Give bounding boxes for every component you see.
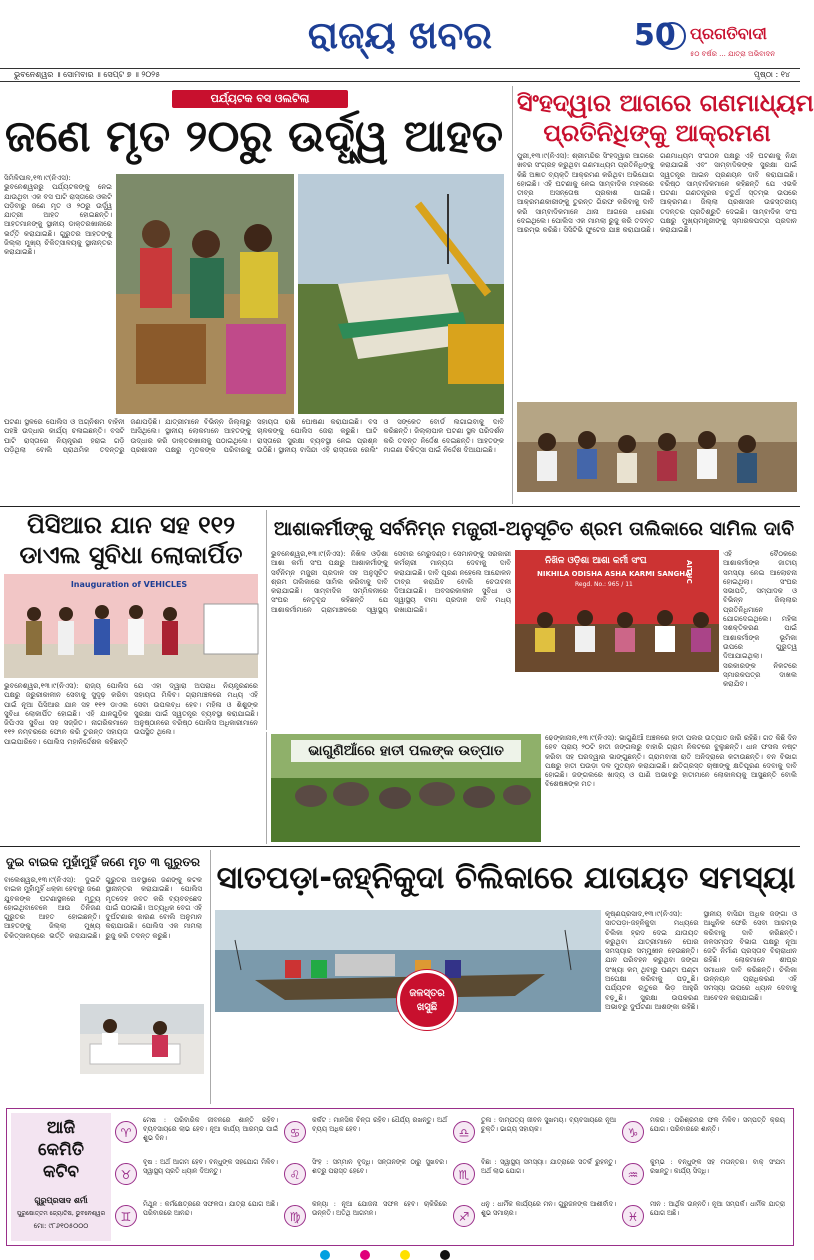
zodiac-sign-icon: ♎ [453, 1121, 475, 1143]
photo-hospital-ward [80, 1004, 204, 1074]
anniversary-number: 50 [634, 18, 676, 53]
banner-side-text: AITUC [685, 560, 693, 584]
photo-elephant-herd [271, 734, 541, 842]
story-body: କୃଷ୍ଣପ୍ରସାଦ,୧୩।୯(ନିଏସ): ସାତପଡ଼ା-ଜହ୍ନିକୁଦା ମଧ୍ୟରେ ଚିଲିକା ହ୍ରଦ ଦେଇ ଯାତାୟତ କରୁଥିବା ଯାତ୍ରୀମାନେ ଘୋର ସମସ୍ୟାର ସମ୍ମୁଖୀନ ହେଉଛନ୍ତି। ଯାନ ପରିବହନ କରୁଥିବା ଜଙ୍ଗା ସଂଖ୍ୟା କମ୍ ଥିବାରୁ ଘଣ୍ଟା ଘଣ୍ଟା ଅପେକ୍ଷା କରିବାକୁ ପଡ଼ୁଛି। ପର୍ଯ୍ୟଟନ ଋତୁରେ ଭିଡ଼ ଆହୁରି ବଢ଼ୁଛି। ସୁରକ୍ଷା ଉପକରଣ ଅଭାବରୁ ଦୁର୍ଘଟଣା ଆଶଙ୍କା ରହିଛି। ସ୍ଥାନୀୟ ବାସିନ୍ଦା ଅଧିକ ଜଙ୍ଗା ଓ ଆଧୁନିକ ଫେରି ସେବା ଆରମ୍ଭ କରିବାକୁ ଦାବି କରିଛନ୍ତି। ଜଳସମ୍ପଦ ବିଭାଗ ପକ୍ଷରୁ ନୂଆ ଜେଟି ନିର୍ମାଣ ପ୍ରସ୍ତାବ ବିଚାରାଧୀନ ରହିଛି। ଲୋକମାନେ ଶୀଘ୍ର ସମାଧାନ ଦାବି କରିଛନ୍ତି। ଚିଲିକା ଉନ୍ନୟନ ପ୍ରାଧିକରଣ ଏହି ସମସ୍ୟା ଉପରେ ଧ୍ୟାନ ଦେବାକୁ ଆବେଦନ କରାଯାଇଛି। [605, 910, 797, 1011]
photo-journalists-protest [517, 402, 797, 492]
horoscope-sign-text: ମିଥୁନ : କର୍ମକ୍ଷେତ୍ରରେ ସଫଳତା। ଯାତ୍ରା ଯୋଗ ଅଛି। ପରିବାରରେ ଆନନ୍ଦ। [143, 1200, 278, 1217]
photo-injured-passengers [116, 174, 294, 414]
astrologer-phone: ମୋ: ୯୮୬୧୦୫୦୦୦ [33, 1222, 89, 1230]
story-headline-line1: ପିସିଆର ଯାନ ସହ ୧୧୨ [26, 511, 236, 539]
horoscope-title-line3: କଟିବ [43, 1162, 79, 1182]
horoscope-sign [453, 1115, 618, 1155]
dateline-bar [0, 68, 800, 82]
horoscope-panel [6, 1108, 794, 1246]
story-headline: ସାତପଡ଼ା-ଜହ୍ନିକୁଦା ଚିଲିକାରେ ଯାତାୟତ ସମସ୍ୟା [216, 860, 796, 896]
horoscope-sign-text: ତୁଳା : ଦାମ୍ପତ୍ୟ ଜୀବନ ସୁଖମୟ। ବ୍ୟବସାୟରେ ନୂଆ ଚୁକ୍ତି। ଭାଗ୍ୟ ସହାୟକ। [481, 1116, 616, 1133]
horoscope-sign-text: ଧନୁ : ଧାର୍ମିକ କାର୍ଯ୍ୟରେ ମନ। ଗୁରୁଜନଙ୍କ ଆଶୀର୍ବାଦ। ଶୁଭ ସମାଚାର। [481, 1200, 616, 1217]
story-pcr-vehicles [0, 510, 262, 840]
photo-inauguration [4, 574, 258, 678]
story-body: ଢେଙ୍କାନାଳ,୧୩।୯(ନିଏସ): ଭାଗୁଣିଆଁ ଅଞ୍ଚଳରେ ହାତୀ ପଲର ଉତ୍ପାତ ଜାରି ରହିଛି। ଗତ କିଛି ଦିନ ହେବ ପ୍ରାୟ ୨୦ଟି ହାତୀ ଜଙ୍ଗଲରୁ ବାହାରି ଗ୍ରାମ ନିକଟରେ ବୁଲୁଛନ୍ତି। ଧାନ ଫସଲ ନଷ୍ଟ କରିବା ସହ ଘରଦ୍ୱାର ଭାଙ୍ଗୁଛନ୍ତି। ଗ୍ରାମବାସୀ ରାତି ଅନିଦ୍ରାରେ କଟାଉଛନ୍ତି। ବନ ବିଭାଗ ପକ୍ଷରୁ ହାତୀ ଘଉଡ଼ା ଦଳ ମୁତୟନ କରାଯାଇଛି। କ୍ଷତିଗ୍ରସ୍ତ ଚାଷୀଙ୍କୁ କ୍ଷତିପୂରଣ ଦେବାକୁ ଦାବି ହୋଇଛି। ଜଙ୍ଗଲରେ ଖାଦ୍ୟ ଓ ପାଣି ଅଭାବରୁ ହାତୀମାନେ ଲୋକାଳୟକୁ ଆସୁଛନ୍ତି ବୋଲି ବିଶେଷଜ୍ଞଙ୍କ ମତ। [545, 734, 797, 789]
story-headline: ଭାଗୁଣିଆଁରେ ହାତୀ ପଲଙ୍କ ଉତ୍ପାତ [291, 740, 521, 762]
zodiac-sign-icon: ♉ [115, 1163, 137, 1185]
story-headline: ଦୁଇ ବାଇକ ମୁହାଁମୁହିଁ ଜଣେ ମୃତ ୩ ଗୁରୁତର [5, 855, 201, 869]
horoscope-sign [622, 1115, 787, 1155]
banner-reg-number: Regd. No.: 965 / 11 [575, 581, 633, 588]
zodiac-sign-icon: ♊ [115, 1205, 137, 1227]
story-body: ଭୁବନେଶ୍ୱର,୧୩।୯(ନିଏସ): ନିଖିଳ ଓଡ଼ିଶା ଆଶା କର୍ମୀ ସଂଘ ପକ୍ଷରୁ ଆଶାକର୍ମୀଙ୍କୁ ସର୍ବନିମ୍ନ ମଜୁରୀ ପ୍ରଦାନ ସହ ଅନୁସୂଚିତ ଶ୍ରମ ତାଲିକାରେ ସାମିଲ କରିବାକୁ ଦାବି କରାଯାଇଛି। ସାମ୍ବାଦିକ ସମ୍ମିଳନୀରେ ସଂଘର ନେତୃବୃନ୍ଦ କହିଛନ୍ତି ଯେ ଆଶାକର୍ମୀମାନେ ଗ୍ରାମାଞ୍ଚଳରେ ସ୍ୱାସ୍ଥ୍ୟ ସେବାର ମେରୁଦଣ୍ଡ। ସେମାନଙ୍କୁ ସରକାରୀ କର୍ମଚାରୀ ମାନ୍ୟତା ଦେବାକୁ ଦାବି କରାଯାଇଛି। ଦାବି ପୂରଣ ନହେଲେ ଆନ୍ଦୋଳନ ତୀବ୍ର କରାଯିବ ବୋଲି ଚେତାବନୀ ଦିଆଯାଇଛି। ଅବସରକାଳୀନ ସୁବିଧା ଓ ସ୍ୱାସ୍ଥ୍ୟ ବୀମା ପ୍ରଦାନ ଦାବି ମଧ୍ୟ ରଖାଯାଇଛି। [271, 550, 511, 614]
story-elephant-herd [266, 732, 800, 844]
story-body: ପୁରୀ,୧୩।୯(ନିଏସ): ଶ୍ରୀମନ୍ଦିର ସିଂହଦ୍ୱାର ଆଗରେ ଖବର ସଂଗ୍ରହ କରୁଥିବା ଗଣମାଧ୍ୟମ ପ୍ରତିନିଧିଙ୍କୁ କିଛି ଅଜ୍ଞାତ ବ୍ୟକ୍ତି ଆକ୍ରମଣ କରିଥିବା ଅଭିଯୋଗ ହୋଇଛି। ଏହି ଘଟଣାକୁ ନେଇ ସାମ୍ବାଦିକ ମହଲରେ ତୀବ୍ର ଅସନ୍ତୋଷ ପ୍ରକାଶ ପାଇଛି। ଆକ୍ରମଣକାରୀଙ୍କୁ ତୁରନ୍ତ ଗିରଫ କରିବାକୁ ଦାବି କରି ସାମ୍ବାଦିକମାନେ ଥାନା ଆଗରେ ଧାରଣା ଦେଇଥିଲେ। ପୋଲିସ ଏକ ମାମଲା ରୁଜୁ କରି ତଦନ୍ତ ଆରମ୍ଭ କରିଛି। ସିସିଟିଭି ଫୁଟେଜ ଯାଞ୍ଚ କରାଯାଉଛି। ଗଣମାଧ୍ୟମ ସଂଗଠନ ପକ୍ଷରୁ ଏହି ଘଟଣାକୁ ନିନ୍ଦା କରାଯାଇଛି ଏବଂ ସାମ୍ବାଦିକଙ୍କ ସୁରକ୍ଷା ପାଇଁ ସ୍ୱତନ୍ତ୍ର ଆଇନ ପ୍ରଣୟନ ଦାବି କରାଯାଇଛି। ବରିଷ୍ଠ ସାମ୍ବାଦିକମାନେ କହିଛନ୍ତି ଯେ ଏଭଳି ଘଟଣା ଗଣତନ୍ତ୍ରର ଚତୁର୍ଥ ସ୍ତମ୍ଭ ଉପରେ ଆକ୍ରମଣ। ଜିଲ୍ଲା ପ୍ରଶାସନ ଉଚ୍ଚସ୍ତରୀୟ ତଦନ୍ତର ପ୍ରତିଶ୍ରୁତି ଦେଇଛି। ସାମ୍ବାଦିକ ସଂଘ ପକ୍ଷରୁ ମୁଖ୍ୟମନ୍ତ୍ରୀଙ୍କୁ ସ୍ମାରକପତ୍ର ପ୍ରଦାନ କରାଯାଇଛି। [517, 152, 797, 235]
horoscope-sign-text: କନ୍ୟା : ନୂଆ ଯୋଜନା ସଫଳ ହେବ। ଚାକିରିରେ ଉନ୍ନତି। ଅତିଥି ଆଗମନ। [312, 1200, 447, 1217]
registration-yellow [400, 1250, 410, 1260]
banner-title-odia: ନିଖିଳ ଓଡ଼ିଶା ଆଶା କର୍ମୀ ସଂଘ [545, 556, 647, 566]
dateline: ଭୁବନେଶ୍ୱର ॥ ସୋମବାର ॥ ସେପ୍ଟ ୭ ॥ ୨୦୨୫ [14, 70, 161, 79]
banner-title-english: NIKHILA ODISHA ASHA KARMI SANGHA [537, 570, 691, 578]
water-level-badge [397, 970, 457, 1030]
horoscope-title-line1: ଆଜି [46, 1118, 76, 1138]
horoscope-sign-text: କର୍କଟ : ମାନସିକ ଚିନ୍ତା ରହିବ। ଧୈର୍ଯ୍ୟ ରଖନ୍ତୁ। ଅର୍ଥ ବ୍ୟୟ ଅଧିକ ହେବ। [312, 1116, 447, 1133]
horoscope-sign [453, 1157, 618, 1197]
story-bus-accident [0, 86, 508, 504]
horoscope-sign-text: ବୃଷ : ଅର୍ଥ ଆଗମ ହେବ। ବନ୍ଧୁଙ୍କ ସହଯୋଗ ମିଳିବ। ସ୍ୱାସ୍ଥ୍ୟ ପ୍ରତି ଧ୍ୟାନ ଦିଅନ୍ତୁ। [143, 1158, 278, 1175]
astrologer-name: ଗୁରୁପ୍ରସାଦ ଶର୍ମା [34, 1196, 88, 1205]
zodiac-sign-icon: ♋ [284, 1121, 306, 1143]
horoscope-sign [284, 1157, 449, 1197]
astrologer-place: ପୁରୁଷୋତ୍ତମ ଜ୍ୟୋତିଷ, ଭୁବନେଶ୍ୱର [16, 1210, 106, 1217]
horoscope-sign [115, 1115, 280, 1155]
divider [0, 846, 800, 847]
horoscope-grid [115, 1113, 791, 1241]
badge-line2: ଖସୁଛି [416, 1002, 438, 1013]
story-headline: ଆଶାକର୍ମୀଙ୍କୁ ସର୍ବନିମ୍ନ ମଜୁରୀ-ଅନୁସୂଚିତ ଶ୍ରମ ତାଲିକାରେ ସାମିଲ ଦାବି [273, 518, 795, 540]
horoscope-sign [622, 1199, 787, 1239]
photo-overturned-bus [298, 174, 504, 414]
horoscope-sign-text: ମେଷ : ପରିବାରିକ ଜୀବନରେ ଶାନ୍ତି ରହିବ। ବ୍ୟବସାୟରେ ଲାଭ ହେବ। ନୂଆ କାର୍ଯ୍ୟ ଆରମ୍ଭ ପାଇଁ ଶୁଭ ଦିନ। [143, 1116, 278, 1142]
page-number: ପୃଷ୍ଠା : ୧୪ [753, 70, 790, 79]
section-title: ରାଜ୍ୟ ଖବର [307, 13, 493, 57]
story-body-main: ଘଟଣା ସ୍ଥଳରେ ପୋଲିସ ଓ ଅଗ୍ନିଶମ ବାହିନୀ ପହଞ୍ଚି ଉଦ୍ଧାର କାର୍ଯ୍ୟ ଚଳାଇଛନ୍ତି। ବସଟି ଘାଟି ରାସ୍ତାରେ ନିୟନ୍ତ୍ରଣ ହରାଇ ଗଡ଼ି ପଡ଼ିଥିଲା ବୋଲି ପ୍ରାଥମିକ ତଦନ୍ତରୁ ଜଣାପଡ଼ିଛି। ଯାତ୍ରୀମାନେ ବିଭିନ୍ନ ଜିଲ୍ଲାରୁ ଆସିଥିଲେ। ସ୍ଥାନୀୟ ଲୋକମାନେ ଆହତଙ୍କୁ ଉଦ୍ଧାର କରି ଡାକ୍ତରଖାନାକୁ ପଠାଇଥିଲେ। ପ୍ରଶାସନ ପକ୍ଷରୁ ମୃତକଙ୍କ ପରିବାରକୁ ସହାୟତା ରାଶି ଘୋଷଣା କରାଯାଇଛି। ବସ ଚାଳକଙ୍କୁ ପୋଲିସ ଜେରା କରୁଛି। ଘାଟି ରାସ୍ତାରେ ସୁରକ୍ଷା ବ୍ୟବସ୍ଥା ନେଇ ପ୍ରଶ୍ନ ଉଠିଛି। ସ୍ଥାନୀୟ ବାସିନ୍ଦା ଏହି ରାସ୍ତାରେ ରେଲିଂ ଓ ସଙ୍କେତ ବୋର୍ଡ ଲଗାଇବାକୁ ଦାବି କରିଛନ୍ତି। ଜିଲ୍ଲାପାଳ ଘଟଣା ସ୍ଥଳ ପରିଦର୍ଶନ କରି ତଦନ୍ତ ନିର୍ଦ୍ଦେଶ ଦେଇଛନ୍ତି। ଆହତଙ୍କ ମାଗଣା ଚିକିତ୍ସା ପାଇଁ ନିର୍ଦ୍ଦେଶ ଦିଆଯାଇଛି। [4, 418, 504, 454]
registration-cyan [320, 1250, 330, 1260]
zodiac-sign-icon: ♌ [284, 1163, 306, 1185]
horoscope-sign-text: ମୀନ : ଆର୍ଥିକ ଉନ୍ନତି। ନୂଆ ସମ୍ପର୍କ। ଧାର୍ମିକ ଯାତ୍ରା ଯୋଗ ଅଛି। [650, 1200, 785, 1217]
zodiac-sign-icon: ♐ [453, 1205, 475, 1227]
zodiac-sign-icon: ♒ [622, 1163, 644, 1185]
story-asha-workers [266, 510, 800, 730]
horoscope-sign [622, 1157, 787, 1197]
zodiac-sign-icon: ♑ [622, 1121, 644, 1143]
story-side-column: ଏହି ବୈଠକରେ ଆଶାକର୍ମୀଙ୍କ ଜାତୀୟ ସମସ୍ୟା ନେଇ ଆଲୋଚନା ହୋଇଥିଲା। ସଂଘର ସଭାପତି, ସମ୍ପାଦକ ଓ ବିଭିନ୍ନ ଜିଲ୍ଲାର ପ୍ରତିନିଧିମାନେ ଯୋଗଦେଇଥିଲେ। ମହିଳା ସଶକ୍ତିକରଣ ପାଇଁ ଆଶାକର୍ମୀଙ୍କ ଭୂମିକା ଉପରେ ଗୁରୁତ୍ୱ ଦିଆଯାଇଥିଲା। ସରକାରଙ୍କ ନିକଟରେ ସ୍ମାରକପତ୍ର ଦାଖଲ କରାଯିବ। [723, 550, 797, 689]
anniversary-line: ୫୦ ବର୍ଷର ... ଯାତ୍ରା ଅଭିବାଦନ [690, 50, 776, 58]
horoscope-sign [115, 1157, 280, 1197]
anniversary-logo [634, 16, 794, 66]
story-media-attack [512, 86, 814, 504]
story-headline: ଜଣେ ମୃତ ୨୦ରୁ ଉର୍ଦ୍ଧ୍ୱ ଆହତ [4, 111, 504, 162]
horoscope-sign [284, 1115, 449, 1155]
zodiac-sign-icon: ♈ [115, 1121, 137, 1143]
badge-line1: ଜଳସ୍ତର [409, 988, 445, 999]
horoscope-sign-text: ମକର : ପରିଶ୍ରମର ଫଳ ମିଳିବ। ସମ୍ପତ୍ତି କ୍ରୟ ଯୋଗ। ପରିବାରରେ ଶାନ୍ତି। [650, 1116, 785, 1133]
divider [0, 506, 800, 507]
story-body-left: ସିମିଳିପାଳ,୧୩।୯(ନିଏସ): ଭୁବନେଶ୍ୱରରୁ ପର୍ଯ୍ୟଟକଙ୍କୁ ନେଇ ଯାଉଥିବା ଏକ ବସ ଘାଟି ରାସ୍ତାରେ ଓଲଟି ପଡ଼ିବାରୁ ଜଣେ ମୃତ ଓ ୨୦ରୁ ଉର୍ଦ୍ଧ୍ୱ ଯାତ୍ରୀ ଆହତ ହୋଇଛନ୍ତି। ଆହତମାନଙ୍କୁ ସ୍ଥାନୀୟ ଡାକ୍ତରଖାନାରେ ଭର୍ତ୍ତି କରାଯାଇଛି। ଗୁରୁତର ଆହତଙ୍କୁ ଜିଲ୍ଲା ମୁଖ୍ୟ ଚିକିତ୍ସାଳୟକୁ ସ୍ଥାନାନ୍ତର କରାଯାଇଛି। [4, 174, 112, 257]
horoscope-sign [284, 1199, 449, 1239]
brand-name: ପ୍ରଗତିବାଦୀ [690, 24, 767, 43]
print-registration-marks [300, 1250, 500, 1260]
story-body: ବାଲେଶ୍ୱର,୧୩।୯(ନିଏସ): ଦୁଇଟି ବାଇକ ମୁହାଁମୁହିଁ ଧକ୍କା ହେବାରୁ ଜଣେ ଯୁବକଙ୍କ ଘଟଣାସ୍ଥଳରେ ମୃତ୍ୟୁ ହୋଇଥିବାବେଳେ ଆଉ ତିନିଜଣ ଗୁରୁତର ଆହତ ହୋଇଛନ୍ତି। ଆହତଙ୍କୁ ଜିଲ୍ଲା ମୁଖ୍ୟ ଚିକିତ୍ସାଳୟରେ ଭର୍ତ୍ତି କରାଯାଇଛି। ଗୁରୁତର ଅବସ୍ଥାରେ ଜଣଙ୍କୁ କଟକ ସ୍ଥାନାନ୍ତର କରାଯାଇଛି। ପୋଲିସ ମୃତଦେହ ଜବତ କରି ବ୍ୟବଚ୍ଛେଦ ପାଇଁ ପଠାଇଛି। ଅତ୍ୟଧିକ ବେଗ ଏହି ଦୁର୍ଘଟଣାର କାରଣ ବୋଲି ଅନୁମାନ କରାଯାଉଛି। ପୋଲିସ ଏକ ମାମଲା ରୁଜୁ କରି ତଦନ୍ତ କରୁଛି। [4, 876, 202, 940]
horoscope-sign-text: ସିଂହ : ସମ୍ମାନ ବୃଦ୍ଧି। ସନ୍ତାନଙ୍କ ଠାରୁ ସୁଖବର। ଶତ୍ରୁ ପରାସ୍ତ ହେବେ। [312, 1158, 447, 1175]
horoscope-sign-text: କୁମ୍ଭ : ବନ୍ଧୁଙ୍କ ସହ ମତାନ୍ତର। ବାକ୍ ସଂଯମ ରଖନ୍ତୁ। କାର୍ଯ୍ୟ ସିଦ୍ଧି। [650, 1158, 785, 1175]
photo-asha-press-meet [515, 550, 719, 672]
zodiac-sign-icon: ♏ [453, 1163, 475, 1185]
horoscope-title-line2: କେମିତି [38, 1140, 84, 1160]
story-body: ଭୁବନେଶ୍ୱର,୧୩।୯(ନିଏସ): ରାଜ୍ୟ ପୋଲିସ ପକ୍ଷରୁ ଜରୁରୀକାଳୀନ ସେବାକୁ ସୁଦୃଢ଼ କରିବା ପାଇଁ ନୂଆ ପିସିଆର ଯାନ ସହ ୧୧୨ ଡାଏଲ ସୁବିଧା ଲୋକାର୍ପିତ ହୋଇଛି। ଏହି ଯାନଗୁଡ଼ିକ ଜିପିଏସ ସୁବିଧା ସହ ସଜ୍ଜିତ। ନାଗରିକମାନେ ୧୧୨ ନମ୍ବରରେ ଫୋନ କରି ତୁରନ୍ତ ସହାୟତା ପାଇପାରିବେ। ପୋଲିସ ମହାନିର୍ଦ୍ଦେଶକ କହିଛନ୍ତି ଯେ ଏହା ଦ୍ୱାରା ଅପରାଧ ନିୟନ୍ତ୍ରଣରେ ସହାୟତା ମିଳିବ। ଗ୍ରାମାଞ୍ଚଳରେ ମଧ୍ୟ ଏହି ସେବା ଉପଲବ୍ଧ ହେବ। ମହିଳା ଓ ଶିଶୁଙ୍କ ସୁରକ୍ଷା ପାଇଁ ସ୍ୱତନ୍ତ୍ର ବ୍ୟବସ୍ଥା କରାଯାଇଛି। ଅନୁଷ୍ଠାନରେ ବରିଷ୍ଠ ପୋଲିସ ଅଧିକାରୀମାନେ ଉପସ୍ଥିତ ଥିଲେ। [4, 682, 258, 746]
story-chilika-transport [210, 850, 800, 1104]
zodiac-sign-icon: ♓ [622, 1205, 644, 1227]
zodiac-sign-icon: ♍ [284, 1205, 306, 1227]
registration-magenta [360, 1250, 370, 1260]
horoscope-sign [115, 1199, 280, 1239]
story-headline-line2: ଡାଏଲ ସୁବିଧା ଲୋକାର୍ପିତ [19, 541, 243, 569]
registration-black [440, 1250, 450, 1260]
anniversary-ring-icon [658, 22, 686, 50]
horoscope-title-box [11, 1113, 111, 1241]
story-kicker: ପର୍ଯ୍ୟଟକ ବସ ଓଲଟିଲା [172, 90, 348, 108]
story-headline-line1: ସିଂହଦ୍ୱାର ଆଗରେ ଗଣମାଧ୍ୟମ [517, 89, 814, 117]
horoscope-sign [453, 1199, 618, 1239]
horoscope-sign-text: ବିଛା : ସ୍ୱାସ୍ଥ୍ୟ ସମସ୍ୟା। ଯାତ୍ରାରେ ସତର୍କ ରୁହନ୍ତୁ। ଅର୍ଥ ଲାଭ ଯୋଗ। [481, 1158, 616, 1175]
inauguration-banner: Inauguration of VEHICLES [70, 580, 188, 589]
story-headline-line2: ପ୍ରତିନିଧିଙ୍କୁ ଆକ୍ରମଣ [543, 119, 771, 147]
masthead [0, 0, 800, 80]
